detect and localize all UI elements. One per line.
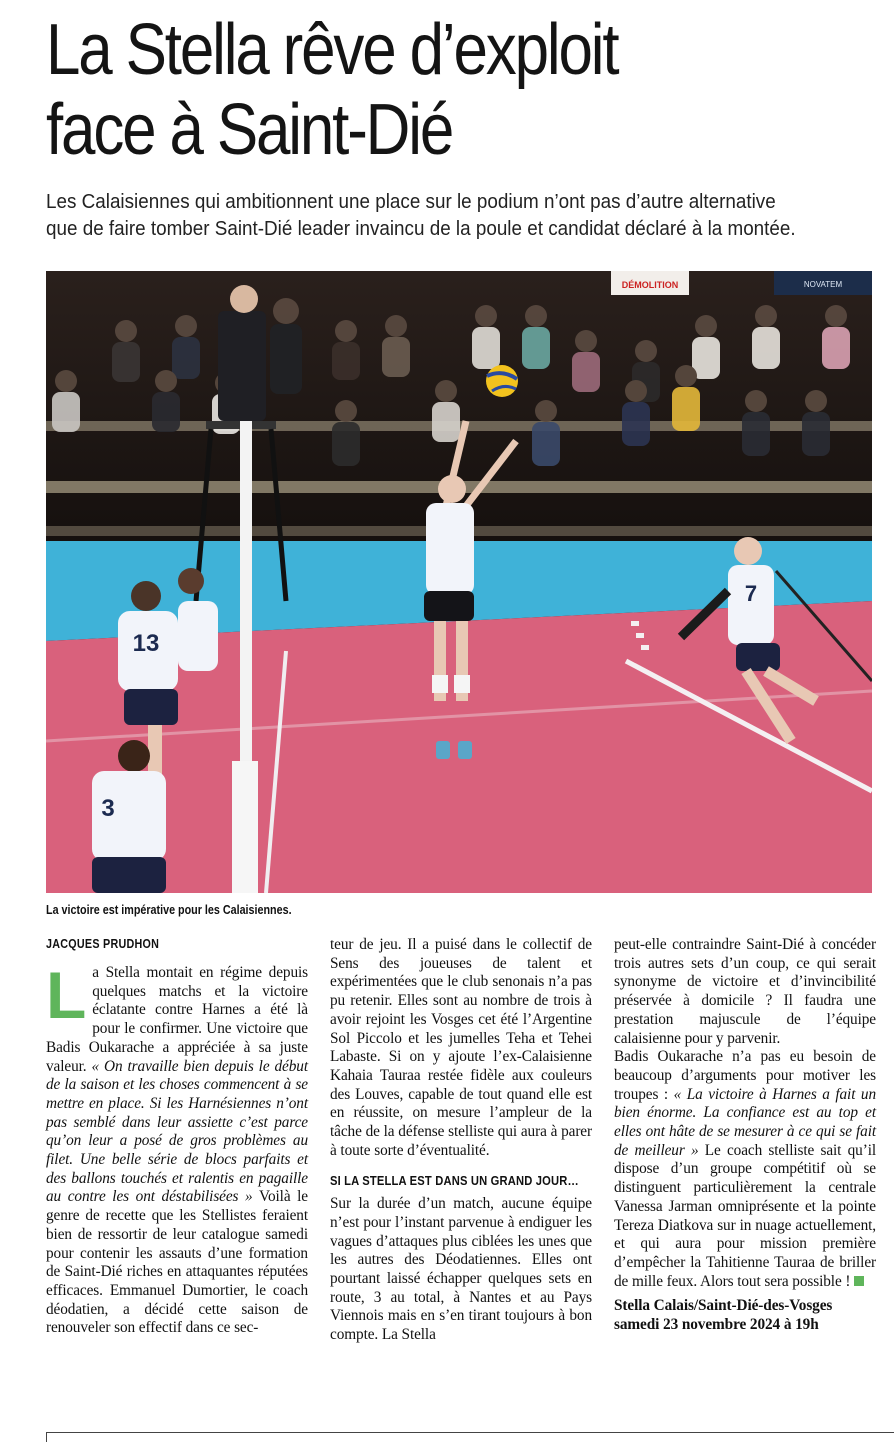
headline-line-1: La Stella rêve d’exploit (46, 10, 618, 90)
match-info (614, 1297, 876, 1334)
volleyball (486, 365, 518, 397)
column-3 (614, 936, 876, 1335)
column-2 (330, 936, 592, 1345)
coach-quote-2: « La victoire à Harnes a fait un bien énorme. La confiance est au top et elles ont hâte de se mesurer à ce qui se fait de meilleur » (614, 1085, 877, 1159)
headline-line-2: face à Saint-Dié (46, 90, 453, 170)
bottom-rule (46, 1432, 894, 1433)
volleyball-scene-illustration (46, 271, 872, 893)
headline (46, 10, 768, 170)
photo-caption: La victoire est impérative pour les Calaisiennes. (46, 903, 292, 917)
end-mark-icon (854, 1276, 864, 1286)
match-teams: Stella Calais/Saint-Dié-des-Vosges (614, 1297, 833, 1315)
drop-cap: L (46, 958, 87, 1032)
coach-quote-1: « On travaille bien depuis le début de la saison et les choses commencent à se mettre en place. Si les Harnésiennes n’ont pas semblé dans leur assiette c’est parce qu’on leur a posé de gros problèmes au filet. Une belle série de blocs parfaits et des ballons touchés et ralentis en pagaille au contre les ont déstabilisées » (46, 1057, 308, 1206)
byline: JACQUES PRUDHON (46, 937, 160, 951)
svg-text:13: 13 (132, 630, 160, 657)
paragraph-4: peut-elle contraindre Saint-Dié à concéder trois autres sets d’un coup, ce qui serait synonyme de victoire et d’invincibilité préservée à domicile ? Il faudra une prestation majuscule de l’équipe calaisienne pour y parvenir. (614, 936, 876, 1047)
article-photo (46, 271, 872, 893)
svg-text:3: 3 (101, 795, 115, 822)
paragraph-5: Badis Oukarache n’a pas eu besoin de beaucoup d’arguments pour motiver les troupes : « La victoire à Harnes a fait un bien énorme. La confiance est au top et elles ont hâte de se mesurer à ce qui se fait de meilleur » Le coach stelliste sait qu’il dispose d’un groupe compétitif où se distinguent particulièrement la centrale Vanessa Jarman omniprésente et la pointe Tereza Diatkova sur in nuage actuellement, et qui aura pour mission première d’empêcher la Tahitienne Tauraa de briller de mille feux. Alors tout sera possible ! (614, 1048, 877, 1290)
paragraph-intro: La Stella montait en régime depuis quelques matchs et la victoire éclatante contre Harnes a été là pour le confirmer. Une victoire que Badis Oukarache a appréciée à sa juste valeur. « On travaille bien depuis le début de la saison et les choses commencent à se mettre en place. Si les Harnésiennes n’ont pas semblé dans leur assiette c’est parce qu’on leur a posé de gros problèmes au filet. Une belle série de blocs parfaits et des ballons touchés et ralentis en pagaille au contre les ont déstabilisées » Voilà le genre de recette que les Stellistes feraient bien de ressortir de leur catalogue samedi pour contenir les assauts d’une formation de Saint-Dié riches en attaquantes réputées efficaces. Emmanuel Dumortier, le coach déodatien, a décidé cette saison de renouveler son effectif dans ce sec- (46, 958, 308, 1337)
paragraph-2: teur de jeu. Il a puisé dans le collectif de Sens des joueuses de talent et expérimentées que le club senonais n’a pas pu retenir. Elles sont au nombre de trois à avoir rejoint les Vosges cet été l’Argentine Sol Piccolo et les jumelles Teha et Tehei Labaste. Si on y ajoute l’ex-Calaisienne Kahaia Tauraa restée fidèle aux couleurs des Louves, capable de tout quand elle est en réussite, on mesure l’ampleur de la tâche de la défense stelliste qui aura à parer à toute sorte d’éventualité. (330, 936, 592, 1159)
standfirst-line-2: que de faire tomber Saint-Dié leader invaincu de la poule et candidat déclaré à la montée. (46, 217, 796, 240)
standfirst (46, 188, 819, 242)
match-date: samedi 23 novembre 2024 à 19h (614, 1316, 819, 1334)
svg-text:7: 7 (744, 581, 758, 606)
bottom-tick (46, 1432, 47, 1442)
net-post-pad (232, 761, 258, 893)
paragraph-3: Sur la durée d’un match, aucune équipe n’est pour l’instant parvenue à endiguer les vagues d’attaques plus ciblées les unes que les autres des Déodatiennes. Elles ont pourtant laissé échapper quelques sets en route, 3 au total, à Nantes et au Pays Viennois mais en s’en tirant toujours à bon compte. La Stella (330, 1195, 592, 1344)
banner-right-text: NOVATEM (803, 280, 843, 289)
subhead: SI LA STELLA EST DANS UN GRAND JOUR… (330, 1173, 579, 1189)
banner-left-text: DÉMOLITION (621, 280, 679, 290)
standfirst-line-1: Les Calaisiennes qui ambitionnent une place sur le podium n’ont pas d’autre alternative (46, 190, 776, 213)
column-1 (46, 936, 308, 1338)
